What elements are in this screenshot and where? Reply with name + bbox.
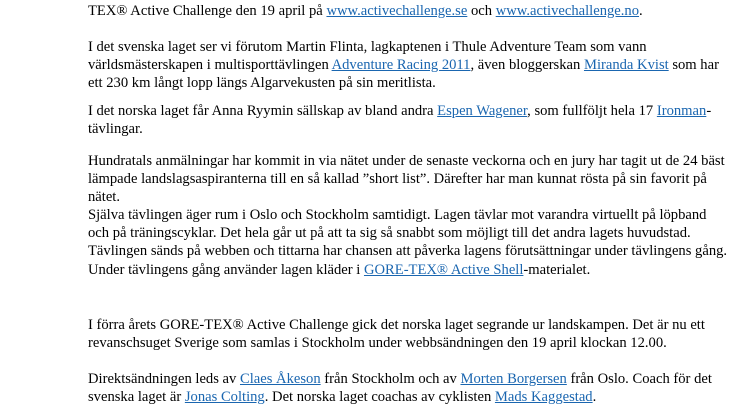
link-claes-akeson[interactable]: Claes Åkeson — [239, 371, 321, 387]
text: Hundratals anmälningar har kommit in via nätet under de senaste veckorna och en jury har tagit ut de 24 bäst lämpade landslagsaspiranterna till en så kallad ”short list”. Därefter har man kunnat rösta på sin favorit på nätet. — [88, 153, 725, 206]
text: från Stockholm och av — [320, 371, 461, 387]
link-activechallenge-no[interactable]: www.activechallenge.no — [495, 3, 640, 19]
text: , även bloggerskan — [470, 57, 584, 74]
text: och — [467, 3, 496, 19]
text: som har ett 230 km långt lopp längs Algarvekusten på sin meritlista. — [88, 57, 719, 92]
text: . — [639, 3, 643, 19]
link-adventure-racing-2011[interactable]: Adventure Racing 2011 — [331, 57, 471, 74]
link-espen-wagener[interactable]: Espen Wagener — [437, 103, 528, 119]
link-ironman[interactable]: Ironman — [656, 103, 707, 119]
text: från Oslo. Coach för det svenska laget är — [88, 371, 712, 406]
text: TEX® Active Challenge den 19 april på — [88, 3, 327, 19]
text: Själva tävlingen äger rum i Oslo och Stockholm samtidigt. Lagen tävlar mot varandra virtuellt på löpband och på träningscyklar. Det hela går ut på att ta sig så snabbt som möjligt till det andra lagets huvudstad. Tävlingen sänds på webben och tittarna har chansen att påverka lagens förutsättningar under tävlingens gång. Under tävlingens gång använder lagen kläder i — [88, 207, 728, 278]
link-gore-tex-active-shell[interactable]: GORE-TEX® Active Shell — [363, 261, 524, 278]
link-jonas-colting[interactable]: Jonas Colting — [184, 389, 265, 406]
link-mads-kaggestad[interactable]: Mads Kaggestad — [494, 389, 593, 406]
text: . Det norska laget coachas av cyklisten — [264, 389, 495, 406]
text: -tävlingar. — [88, 103, 712, 138]
paragraph-last-year — [88, 316, 728, 352]
text: Direktsändningen leds av — [88, 371, 240, 387]
text: I det norska laget får Anna Ryymin sällskap av bland andra — [88, 103, 438, 119]
paragraph-websites — [88, 2, 728, 20]
paragraph-competition — [88, 206, 728, 279]
paragraph-swedish-team — [88, 38, 728, 93]
text: I förra årets GORE-TEX® Active Challenge gick det norska laget segrande ur landskampen. Det är nu ett revanschsuget Sverige som samlas i Stockholm under webbsändningen den 19 april klockan 12.00. — [88, 317, 705, 352]
link-miranda-kvist[interactable]: Miranda Kvist — [583, 57, 669, 74]
text: -materialet. — [523, 261, 591, 278]
text: . — [592, 389, 597, 406]
paragraph-broadcast — [88, 370, 728, 406]
link-activechallenge-se[interactable]: www.activechallenge.se — [326, 3, 468, 19]
link-morten-borgersen[interactable]: Morten Borgersen — [460, 371, 567, 387]
text: I det svenska laget ser vi förutom Martin Flinta, lagkaptenen i Thule Adventure Team som vann världsmästerskapen i multisporttävlingen — [88, 39, 647, 74]
paragraph-norwegian-team — [88, 102, 728, 138]
paragraph-applications — [88, 152, 728, 207]
text: , som fullföljt hela 17 — [527, 103, 657, 119]
